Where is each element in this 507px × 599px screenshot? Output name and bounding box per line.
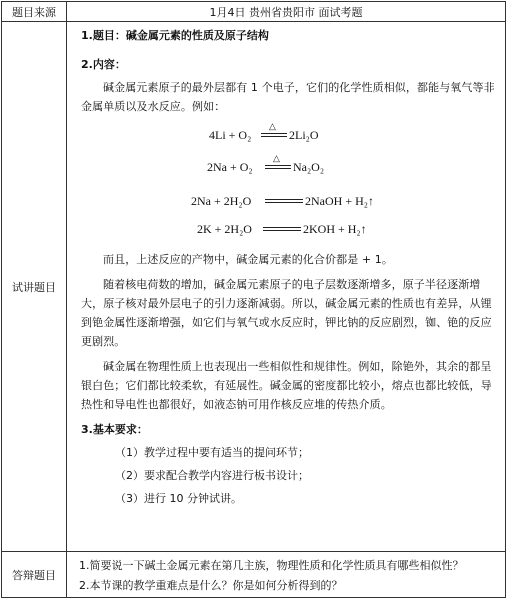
- requirements-list: [81, 443, 495, 508]
- reaction-arrow-line: [261, 136, 287, 137]
- paragraph-2: 而且，上述反应的产物中，碱金属元素的化合价都是 + 1。: [103, 253, 394, 266]
- answer-question-2: 2.本节课的教学重难点是什么？你是如何分析得到的？: [79, 579, 343, 592]
- paragraph-4: 碱金属在物理性质上也表现出一些相似性和规律性。例如，除铯外，其余的都呈银白色；它们都比较柔软，有延展性。碱金属的密度都比较小，熔点也都比较低，导热性和导电性也都很好，如液态钠可用作核反应堆的传热介质。: [81, 360, 492, 411]
- eq2-products: Na₂O₂: [293, 160, 325, 174]
- eq4-reactants: 2K + 2H₂O: [197, 222, 252, 236]
- list-item: （3）进行 10 分钟试讲。: [115, 492, 242, 505]
- equals-line-bottom: [265, 202, 303, 203]
- reaction-arrow-line: [265, 168, 291, 169]
- lecture-label: 试讲题目: [2, 22, 67, 552]
- content-heading: 2.内容：: [81, 58, 126, 71]
- eq3-reactants: 2Na + 2H₂O: [191, 194, 252, 208]
- answer-content: [67, 552, 506, 598]
- list-item: （2）要求配合教学内容进行板书设计；: [115, 469, 309, 482]
- eq4-products: 2KOH + H₂↑: [303, 222, 367, 236]
- source-label: 题目来源: [2, 2, 67, 22]
- answer-question-1: 1.简要说一下碱土金属元素在第几主族，物理性质和化学性质具有哪些相似性？: [79, 559, 464, 572]
- heat-icon: △: [269, 121, 276, 131]
- eq2-reactants: 2Na + O₂: [207, 160, 253, 174]
- source-row: [2, 2, 506, 22]
- paragraph-3: 随着核电荷数的增加，碱金属元素原子的电子层数逐渐增多，原子半径逐渐增大，原子核对最外层电子的引力逐渐减弱。所以，碱金属元素的性质也有差异，从锂到铯金属性逐渐增强，如它们与氧气或水反应时，钾比钠的反应剧烈，铷、铯的反应更剧烈。: [81, 278, 492, 348]
- requirements-heading: 3.基本要求：: [81, 423, 148, 436]
- equation-4: [81, 216, 495, 242]
- reaction-arrow: [261, 133, 287, 134]
- equals-line-bottom: [263, 230, 301, 231]
- equals-line-top: [263, 227, 301, 228]
- answer-row: [2, 552, 506, 598]
- equation-2: [81, 154, 495, 180]
- lecture-row: [2, 22, 506, 552]
- answer-label: 答辩题目: [2, 552, 67, 598]
- eq1-reactants: 4Li + O₂: [209, 128, 252, 142]
- reaction-arrow: [265, 165, 291, 166]
- exam-sheet-table: [1, 1, 506, 598]
- lecture-content: [67, 22, 506, 552]
- eq3-products: 2NaOH + H₂↑: [305, 194, 374, 208]
- equation-1: [81, 122, 495, 148]
- equation-3: [81, 188, 495, 214]
- topic-title: 1.题目：碱金属元素的性质及原子结构: [81, 29, 269, 42]
- equals-line-top: [265, 199, 303, 200]
- heat-icon: △: [273, 153, 280, 163]
- eq1-products: 2Li₂O: [289, 128, 319, 142]
- paragraph-1: 碱金属元素原子的最外层都有 1 个电子，它们的化学性质相似，都能与氧气等非金属单质以及水反应。例如：: [81, 81, 495, 113]
- list-item: （1）教学过程中要有适当的提问环节；: [115, 446, 309, 459]
- source-value: 1月4日 贵州省贵阳市 面试考题: [67, 2, 506, 22]
